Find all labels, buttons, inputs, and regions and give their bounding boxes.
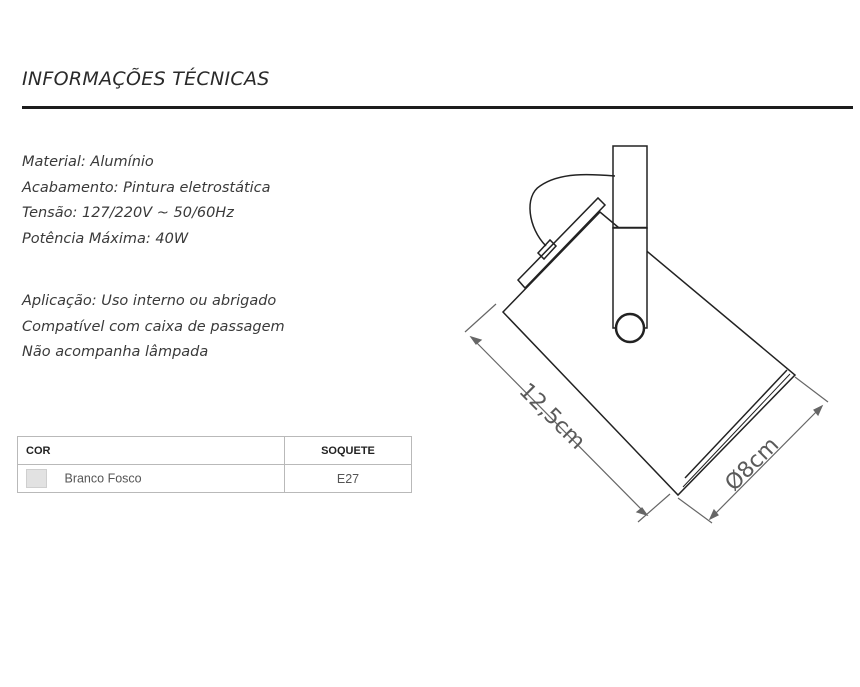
table-row: [18, 465, 412, 493]
lamp-dimension-drawing: [450, 130, 850, 550]
spec-power: Potência Máxima: 40W: [22, 231, 189, 248]
color-name: Branco Fosco: [64, 471, 142, 486]
socket-column-header: SOQUETE: [285, 437, 412, 465]
title-divider: [22, 106, 853, 109]
length-dimension-label: 12,5cm: [513, 378, 590, 455]
diameter-dimension-label: Ø8cm: [720, 432, 785, 497]
body-cap: [518, 198, 605, 288]
color-swatch: [26, 469, 47, 488]
page-title: INFORMAÇÕES TÉCNICAS: [22, 68, 270, 90]
color-socket-table: [17, 436, 412, 493]
socket-cell: E27: [285, 465, 412, 493]
table-header-row: [18, 437, 412, 465]
length-arrow-start: [471, 337, 481, 344]
technical-specs-list: [22, 150, 271, 253]
spec-voltage: Tensão: 127/220V ~ 50/60Hz: [22, 205, 234, 222]
color-cell: [18, 465, 285, 493]
mounting-bracket: [613, 146, 647, 228]
usage-compatibility: Compatível com caixa de passagem: [22, 318, 285, 335]
mount-pivot: [616, 314, 644, 342]
color-column-header: COR: [18, 437, 285, 465]
dimension-lines: [465, 304, 828, 523]
spec-finish: Acabamento: Pintura eletrostática: [22, 179, 271, 196]
spec-material: Material: Alumínio: [22, 154, 154, 170]
usage-lamp-note: Não acompanha lâmpada: [22, 344, 209, 361]
usage-notes-list: [22, 289, 285, 366]
lamp-outline: [503, 146, 795, 495]
length-arrow-end: [637, 508, 647, 515]
usage-application: Aplicação: Uso interno ou abrigado: [22, 293, 277, 309]
power-cable: [530, 175, 615, 246]
